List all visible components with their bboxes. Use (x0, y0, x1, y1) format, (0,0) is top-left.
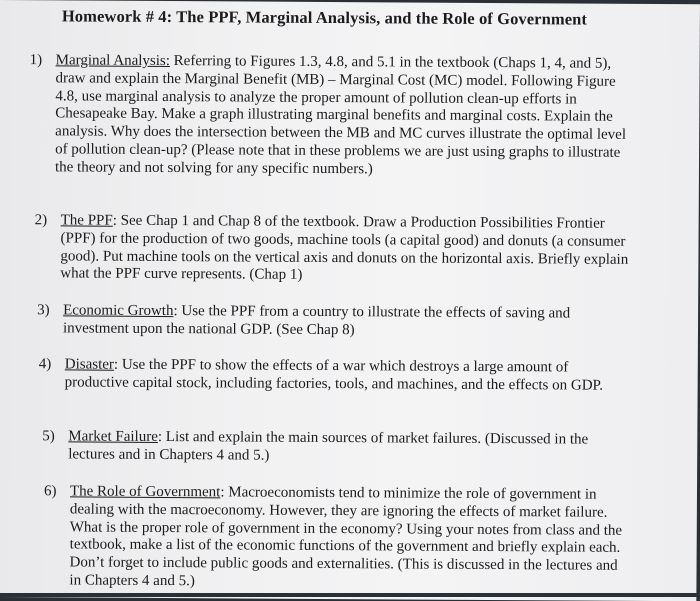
question-topic: Market Failure (68, 428, 158, 445)
question-text (65, 356, 633, 395)
question-number: 1) (30, 52, 43, 70)
question-body: Referring to Figures 1.3, 4.8, and 5.1 in the textbook (Chaps 1, 4, and 5), draw and explain the Marginal Benefit (MB) – Marginal Cost (MC) model. Following Figure 4.8, use marginal analysis to analyze the proper amount of pollution clean-up efforts in Chesapeake Bay. Make a graph illustrating marginal benefits and marginal costs. Explain the analysis. Why does the intersection between the MB and MC curves illustrate the optimal level of pollution clean-up? (Please note that in these problems we are just using graphs to illustrate the theory and not solving for any specific numbers.) (55, 53, 626, 177)
question-body: : Use the PPF from a country to illustrate the effects of saving and investment upon the national GDP. (See Chap 8) (63, 303, 570, 338)
question-number: 4) (39, 356, 52, 374)
question-4 (65, 356, 633, 395)
question-2 (60, 212, 642, 287)
question-text (55, 52, 642, 180)
question-topic: Disaster (65, 356, 114, 372)
question-text (69, 483, 630, 593)
question-number: 5) (42, 428, 55, 446)
question-text (63, 302, 635, 341)
question-1 (55, 52, 642, 180)
question-3 (63, 302, 635, 341)
question-number: 2) (35, 212, 48, 230)
question-topic: Marginal Analysis: (56, 52, 170, 69)
question-text (60, 212, 642, 287)
question-body: : Use the PPF to show the effects of a war which destroys a large amount of productive capital stock, including factories, tools, and machines, and the effects on GDP. (65, 357, 603, 394)
question-topic: The PPF (61, 212, 113, 228)
question-5 (68, 428, 628, 467)
question-body: : See Chap 1 and Chap 8 of the textbook. Draw a Production Possibilities Frontier (PPF) for the production of two goods, machine tools (a capital good) and donuts (a consumer good). Put machine tools on the vertical axis and donuts on the horizontal axis. Briefly explain what the PPF curve represents. (Chap 1) (60, 213, 628, 284)
photo-bottom-edge (0, 593, 700, 597)
question-topic: The Role of Government (70, 483, 220, 500)
question-topic: Economic Growth (63, 302, 173, 319)
question-text (68, 428, 628, 467)
question-6 (69, 483, 630, 593)
question-number: 3) (37, 302, 50, 320)
question-number: 6) (44, 483, 57, 501)
page-title: Homework # 4: The PPF, Marginal Analysis, and the Role of Government (62, 6, 587, 29)
question-body: : Macroeconomists tend to minimize the role of government in dealing with the macroeconomy. However, they are ignoring the effects of market failure. What is the proper role of government in the economy? Using your notes from class and the textbook, make a list of the economic functions of the government and briefly explain each. Don’t forget to include public goods and externalities. (This is discussed in the lectures and in Chapters 4 and 5.) (69, 484, 622, 589)
question-body: : List and explain the main sources of market failures. (Discussed in the lectures and in Chapters 4 and 5.) (68, 429, 588, 463)
